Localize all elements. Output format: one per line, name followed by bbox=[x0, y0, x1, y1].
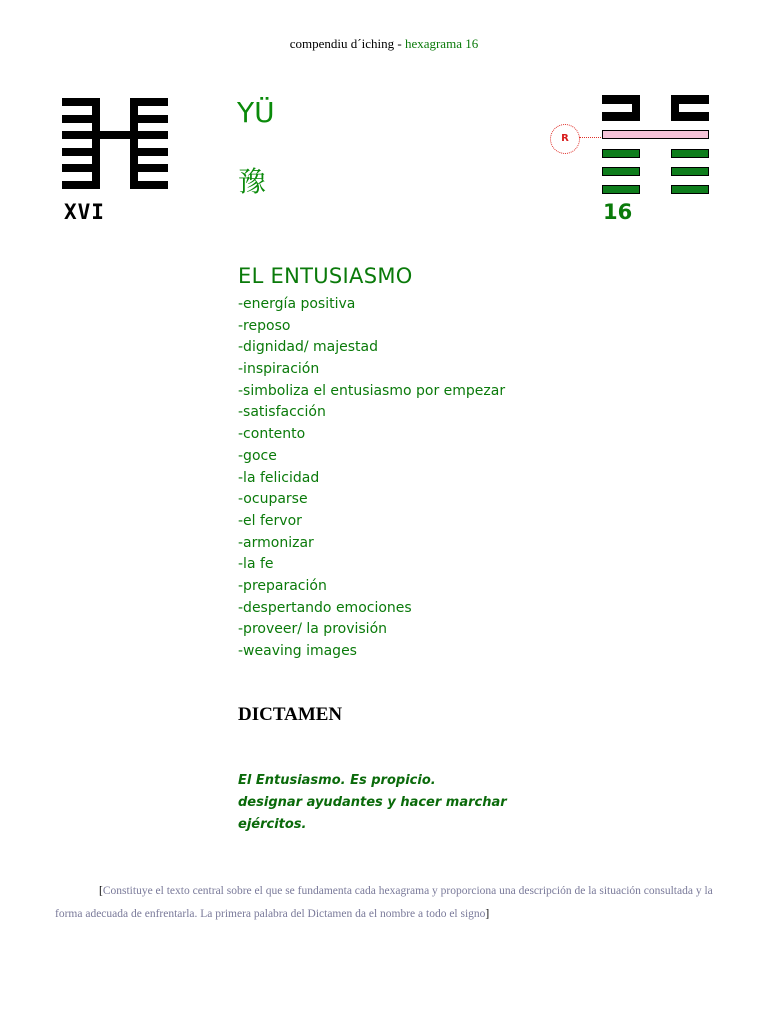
note-text: Constituye el texto central sobre el que se fundamenta cada hexagrama y proporciona una descripción de la situación consultada y la forma adecuada de enfrentarla. La primera palabra del Dictamen da el nombre a todo el signo bbox=[55, 885, 713, 920]
note-open-bracket: [ bbox=[99, 885, 103, 897]
hexagram-figure-left bbox=[62, 98, 168, 198]
hexagram-figure-right bbox=[602, 95, 709, 195]
keyword-item: -proveer/ la provisión bbox=[238, 621, 388, 638]
hexagram-line-6 bbox=[62, 98, 168, 106]
hexagram-glyph: 豫 bbox=[238, 165, 267, 198]
keyword-item: -weaving images bbox=[238, 643, 357, 659]
dictamen-line: designar ayudantes y hacer marchar bbox=[238, 795, 507, 810]
keyword-item: -satisfacción bbox=[238, 404, 326, 421]
hexagram-line-1 bbox=[62, 181, 168, 189]
keyword-item: -reposo bbox=[238, 317, 291, 334]
keyword-item: -la fe bbox=[238, 556, 274, 573]
keyword-list bbox=[238, 294, 505, 663]
keyword-item: -goce bbox=[238, 447, 277, 464]
keyword-item: -la felicidad bbox=[238, 469, 320, 486]
header-hexagram-label: hexagrama 16 bbox=[404, 36, 479, 51]
keyword-item: -armonizar bbox=[238, 534, 314, 551]
hexagram-line-5 bbox=[62, 115, 168, 123]
dictamen-note bbox=[55, 880, 720, 926]
dictamen-text bbox=[238, 770, 507, 836]
dictamen-line: ejércitos. bbox=[238, 817, 307, 832]
dictamen-heading: DICTAMEN bbox=[238, 704, 343, 725]
hexagram-line-2 bbox=[62, 164, 168, 172]
note-close-bracket: ] bbox=[485, 908, 490, 920]
changing-line bbox=[602, 130, 709, 139]
keyword-item: -simboliza el entusiasmo por empezar bbox=[238, 382, 506, 399]
keyword-item: -el fervor bbox=[238, 512, 302, 529]
ruler-marker-icon: R bbox=[550, 124, 580, 154]
header-prefix: compendiu d´iching - bbox=[289, 36, 405, 51]
keyword-item: -ocuparse bbox=[238, 491, 308, 508]
keyword-item: -dignidad/ majestad bbox=[238, 339, 378, 356]
dictamen-line: El Entusiasmo. Es propicio. bbox=[238, 773, 436, 788]
keyword-item: -preparación bbox=[238, 577, 327, 594]
hexagram-number: 16 bbox=[603, 200, 633, 224]
keyword-item: -despertando emociones bbox=[238, 599, 412, 616]
hexagram-roman-numeral: XVI bbox=[64, 200, 105, 224]
hexagram-line-4 bbox=[62, 131, 168, 139]
keyword-item: -contento bbox=[238, 426, 306, 443]
hexagram-line-3 bbox=[62, 148, 168, 156]
ruler-marker-connector bbox=[579, 137, 601, 138]
hexagram-name: YÜ bbox=[237, 96, 275, 129]
keyword-item: -inspiración bbox=[238, 361, 320, 378]
keyword-item: -energía positiva bbox=[238, 296, 356, 312]
hexagram-title: EL ENTUSIASMO bbox=[238, 264, 413, 288]
page-header bbox=[0, 36, 768, 52]
